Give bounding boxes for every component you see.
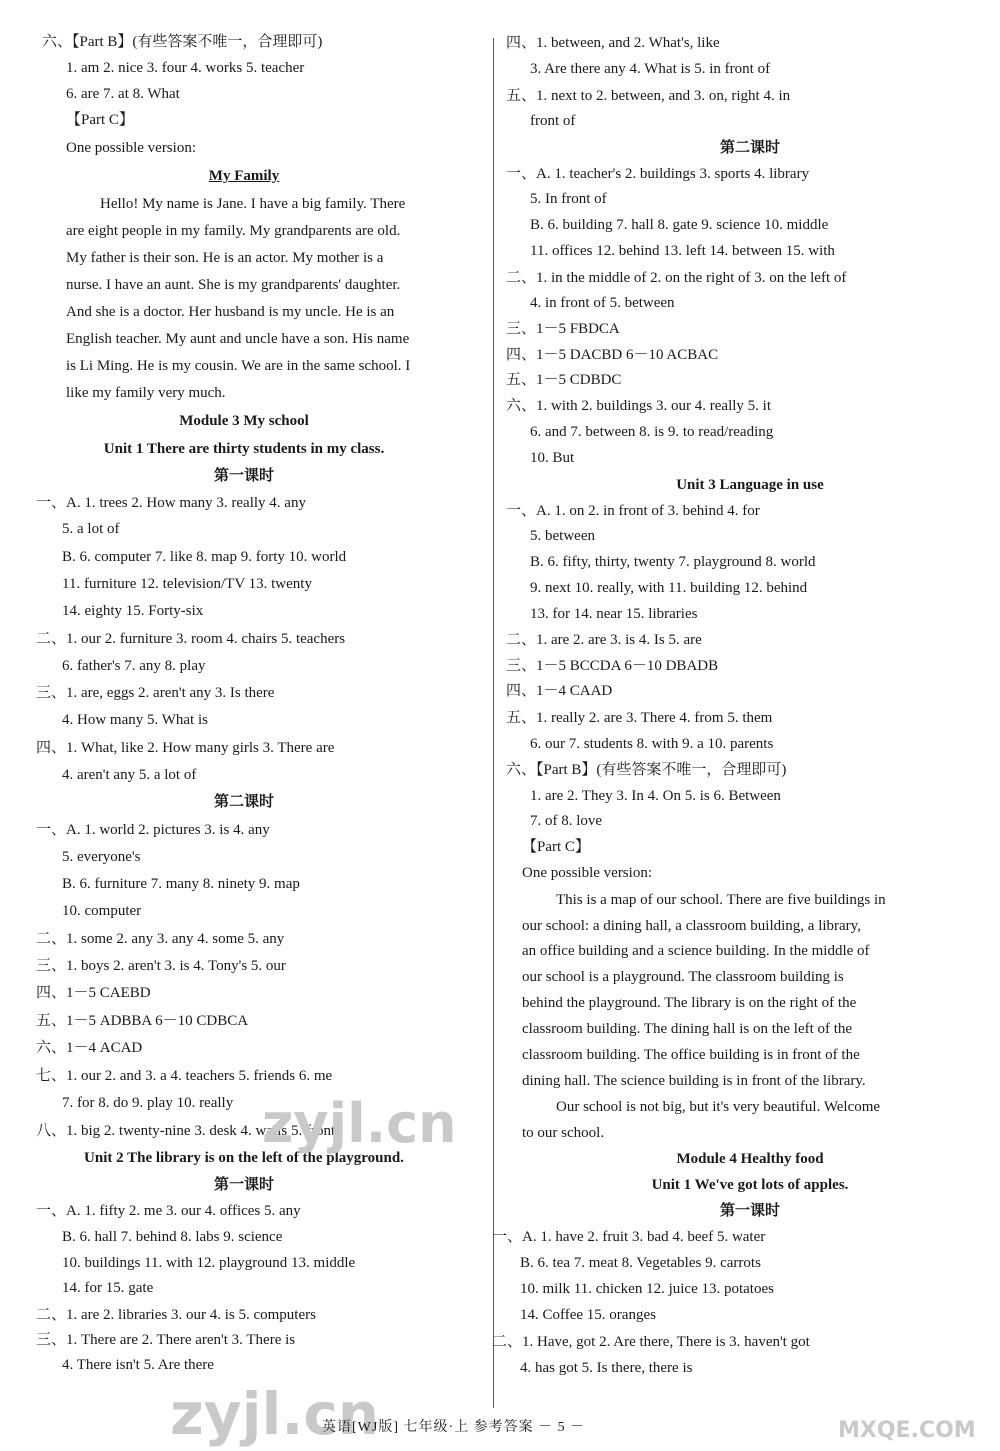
right-line: 四、1－4 CAAD — [506, 683, 613, 699]
right-line: 1. are 2. They 3. In 4. On 5. is 6. Between — [530, 788, 781, 804]
left-line: 六、【Part B】(有些答案不唯一，合理即可) — [42, 34, 323, 50]
right-line: This is a map of our school. There are five buildings in — [556, 892, 886, 908]
right-line: Unit 3 Language in use — [676, 477, 824, 493]
left-line: 二、1. our 2. furniture 3. room 4. chairs 5. teachers — [36, 631, 346, 647]
right-line: 二、1. are 2. are 3. is 4. Is 5. are — [506, 632, 702, 648]
right-line: 五、1－5 CDBDC — [506, 372, 622, 388]
right-line: dining hall. The science building is in front of the library. — [522, 1073, 866, 1089]
left-line: 6. are 7. at 8. What — [66, 86, 180, 102]
right-line: 4. has got 5. Is there, there is — [520, 1360, 693, 1376]
right-line: One possible version: — [522, 865, 652, 881]
right-line: 13. for 14. near 15. libraries — [530, 606, 698, 622]
right-line: 3. Are there any 4. What is 5. in front of — [530, 61, 771, 77]
left-line: 4. How many 5. What is — [62, 712, 208, 728]
right-line: 5. In front of — [530, 191, 607, 207]
right-line: 三、1－5 FBDCA — [506, 321, 620, 337]
right-line: 一、A. 1. teacher's 2. buildings 3. sports 4. library — [506, 166, 810, 182]
right-line: 11. offices 12. behind 13. left 14. between 15. with — [530, 243, 835, 259]
left-line: 四、1－5 CAEBD — [36, 985, 151, 1001]
right-line: 四、1－5 DACBD 6－10 ACBAC — [506, 347, 719, 363]
right-line: to our school. — [522, 1125, 605, 1141]
left-line: 10. buildings 11. with 12. playground 13. middle — [62, 1255, 356, 1271]
right-line: B. 6. fifty, thirty, twenty 7. playground 8. world — [530, 554, 816, 570]
left-line: 第二课时 — [213, 794, 274, 810]
right-line: 五、1. next to 2. between, and 3. on, right 4. in — [506, 88, 791, 104]
left-line: Hello! My name is Jane. I have a big family. There — [100, 196, 406, 212]
left-line: 七、1. our 2. and 3. a 4. teachers 5. friends 6. me — [36, 1068, 333, 1084]
right-line: 五、1. really 2. are 3. There 4. from 5. them — [506, 710, 773, 726]
left-line: 一、A. 1. fifty 2. me 3. our 4. offices 5. any — [36, 1203, 301, 1219]
left-line: B. 6. furniture 7. many 8. ninety 9. map — [62, 876, 300, 892]
right-line: 14. Coffee 15. oranges — [520, 1307, 656, 1323]
left-line: 一、A. 1. trees 2. How many 3. really 4. any — [36, 495, 306, 511]
right-line: 5. between — [530, 528, 595, 544]
right-line: classroom building. The dining hall is on the left of the — [522, 1021, 853, 1037]
left-line: 二、1. are 2. libraries 3. our 4. is 5. computers — [36, 1307, 316, 1323]
right-line: front of — [530, 113, 576, 129]
right-line: 第二课时 — [719, 140, 780, 156]
right-line: 三、1－5 BCCDA 6－10 DBADB — [506, 658, 719, 674]
left-line: One possible version: — [66, 140, 196, 156]
right-line: B. 6. tea 7. meat 8. Vegetables 9. carrots — [520, 1255, 761, 1271]
right-line: 一、A. 1. on 2. in front of 3. behind 4. for — [506, 503, 760, 519]
left-line: Unit 2 The library is on the left of the playground. — [84, 1150, 404, 1166]
right-line: Module 4 Healthy food — [676, 1151, 824, 1167]
left-line: is Li Ming. He is my cousin. We are in the same school. I — [66, 358, 411, 374]
left-line: Module 3 My school — [179, 413, 309, 429]
left-line: Unit 1 There are thirty students in my class. — [103, 441, 385, 457]
right-line: 6. and 7. between 8. is 9. to read/reading — [530, 424, 774, 440]
left-line: 一、A. 1. world 2. pictures 3. is 4. any — [36, 822, 270, 838]
right-line: 7. of 8. love — [530, 813, 603, 829]
column-divider — [493, 38, 494, 1408]
right-line: Our school is not big, but it's very beautiful. Welcome — [556, 1099, 881, 1115]
right-line: 【Part C】 — [522, 839, 590, 855]
right-line: an office building and a science building. In the middle of — [522, 943, 870, 959]
left-line: B. 6. computer 7. like 8. map 9. forty 10. world — [62, 549, 347, 565]
right-line: 10. milk 11. chicken 12. juice 13. potatoes — [520, 1281, 774, 1297]
left-line: 五、1－5 ADBBA 6－10 CDBCA — [36, 1013, 249, 1029]
left-line: 第一课时 — [213, 1177, 274, 1193]
left-line: 7. for 8. do 9. play 10. really — [62, 1095, 234, 1111]
right-line: 9. next 10. really, with 11. building 12. behind — [530, 580, 808, 596]
left-line: like my family very much. — [66, 385, 226, 401]
left-line: 二、1. some 2. any 3. any 4. some 5. any — [36, 931, 285, 947]
right-line: behind the playground. The library is on the right of the — [522, 995, 857, 1011]
right-line: 第一课时 — [719, 1203, 780, 1219]
left-line: My father is their son. He is an actor. My mother is a — [66, 250, 384, 266]
right-line: our school: a dining hall, a classroom building, a library, — [522, 918, 861, 934]
left-line: 四、1. What, like 2. How many girls 3. There are — [36, 740, 335, 756]
left-line: B. 6. hall 7. behind 8. labs 9. science — [62, 1229, 283, 1245]
left-line: And she is a doctor. Her husband is my uncle. He is an — [66, 304, 395, 320]
left-line: 5. a lot of — [62, 521, 120, 537]
left-line: 三、1. boys 2. aren't 3. is 4. Tony's 5. our — [36, 958, 286, 974]
left-line: 三、1. are, eggs 2. aren't any 3. Is there — [36, 685, 275, 701]
left-line: 第一课时 — [213, 468, 274, 484]
right-line: our school is a playground. The classroom building is — [522, 969, 844, 985]
right-line: Unit 1 We've got lots of apples. — [651, 1177, 849, 1193]
left-line: 11. furniture 12. television/TV 13. twenty — [62, 576, 312, 592]
right-line: 六、1. with 2. buildings 3. our 4. really 5. it — [506, 398, 771, 414]
left-line: 14. for 15. gate — [62, 1280, 154, 1296]
right-line: 六、【Part B】(有些答案不唯一，合理即可) — [506, 762, 787, 778]
watermark-left: zyjl.cn — [262, 1092, 457, 1155]
right-line: 6. our 7. students 8. with 9. a 10. parents — [530, 736, 774, 752]
right-line: 一、A. 1. have 2. fruit 3. bad 4. beef 5. water — [492, 1229, 766, 1245]
right-line: classroom building. The office building is in front of the — [522, 1047, 860, 1063]
left-line: My Family — [208, 168, 280, 184]
left-line: are eight people in my family. My grandparents are old. — [66, 223, 401, 239]
left-line: 6. father's 7. any 8. play — [62, 658, 206, 674]
left-line: 六、1－4 ACAD — [36, 1040, 143, 1056]
right-line: 10. But — [530, 450, 575, 466]
left-line: 三、1. There are 2. There aren't 3. There is — [36, 1332, 296, 1348]
left-line: 10. computer — [62, 903, 142, 919]
left-line: 【Part C】 — [66, 112, 134, 128]
watermark-corner: MXQE.COM — [838, 1418, 976, 1443]
left-line: 14. eighty 15. Forty-six — [62, 603, 204, 619]
right-line: 二、1. in the middle of 2. on the right of 3. on the left of — [506, 270, 847, 286]
left-line: nurse. I have an aunt. She is my grandparents' daughter. — [66, 277, 401, 293]
right-line: 二、1. Have, got 2. Are there, There is 3. haven't got — [492, 1334, 810, 1350]
watermark-bottom: zyjl.cn — [170, 1380, 380, 1448]
left-line: English teacher. My aunt and uncle have a son. His name — [66, 331, 410, 347]
left-line: 5. everyone's — [62, 849, 141, 865]
right-line: 4. in front of 5. between — [530, 295, 675, 311]
left-line: 1. am 2. nice 3. four 4. works 5. teacher — [66, 60, 305, 76]
left-line: 4. aren't any 5. a lot of — [62, 767, 197, 783]
right-line: B. 6. building 7. hall 8. gate 9. science 10. middle — [530, 217, 829, 233]
right-line: 四、1. between, and 2. What's, like — [506, 35, 720, 51]
page-footer: 英语[WJ版] 七年级·上 参考答案 － 5 － — [322, 1420, 586, 1435]
left-line: 4. There isn't 5. Are there — [62, 1357, 214, 1373]
left-line: 八、1. big 2. twenty-nine 3. desk 4. walls 5. front — [36, 1123, 336, 1139]
